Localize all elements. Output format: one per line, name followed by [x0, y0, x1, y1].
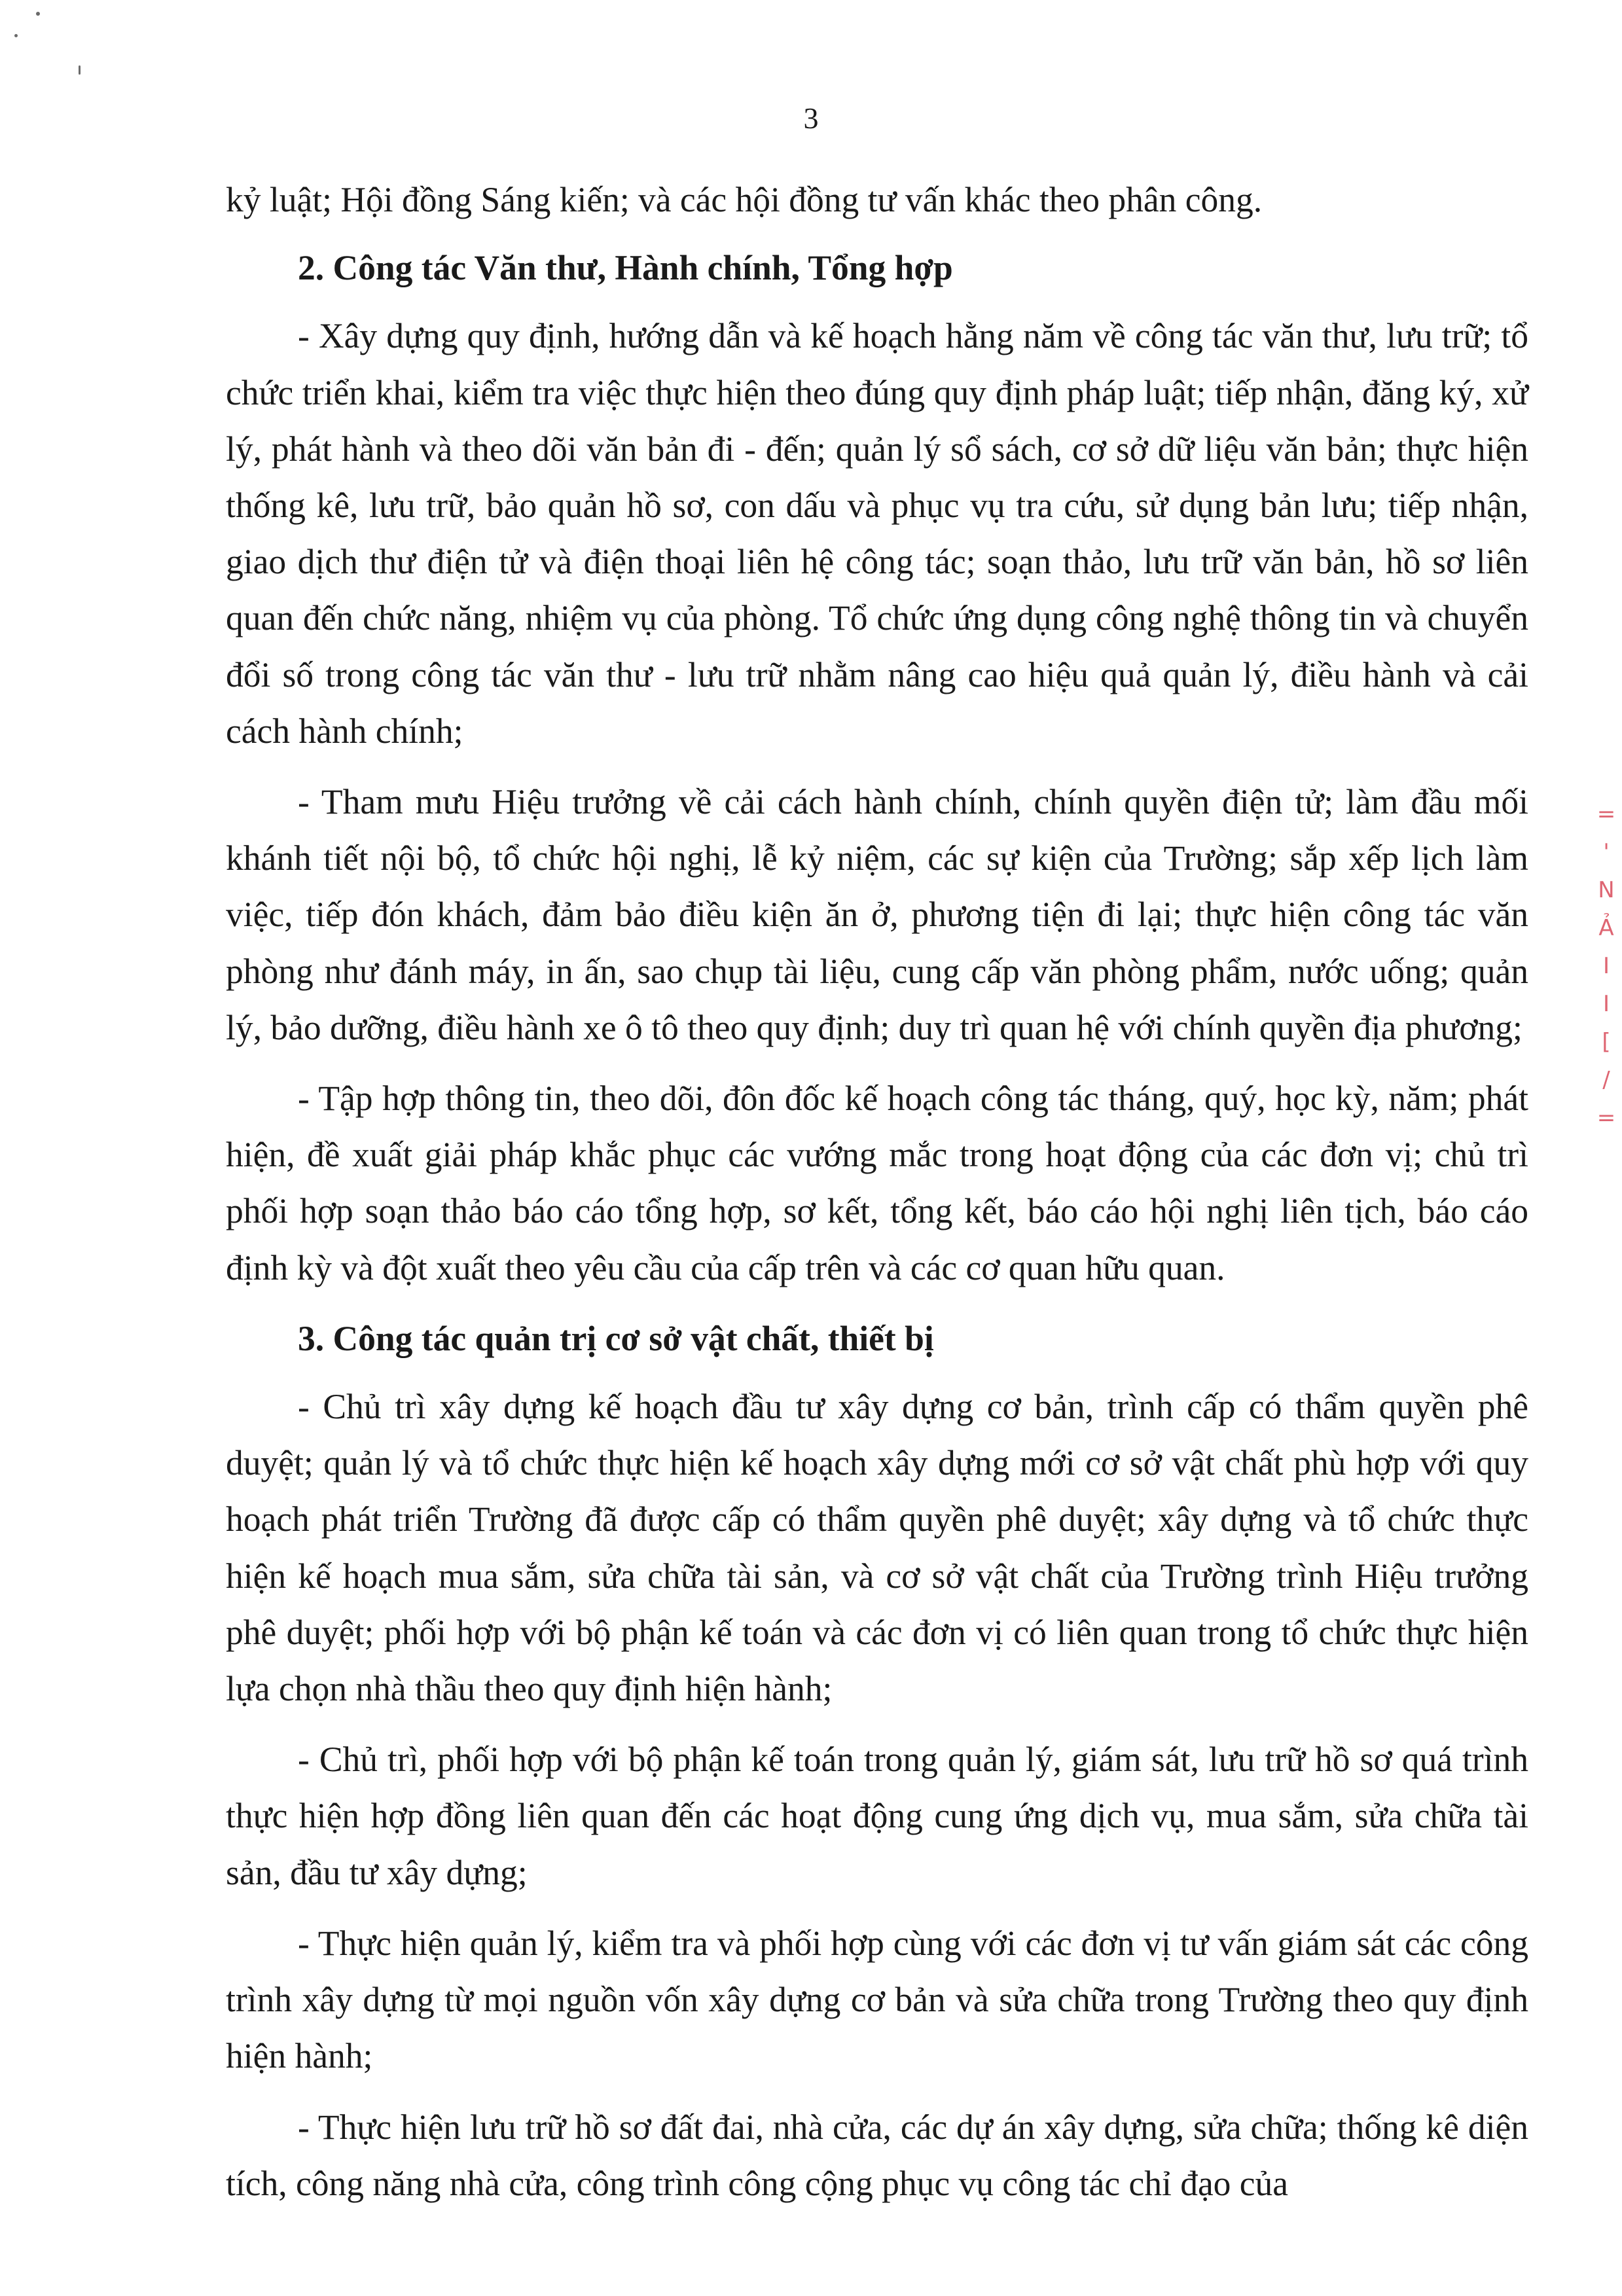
scan-speck — [79, 65, 81, 75]
body-paragraph: - Thực hiện lưu trữ hồ sơ đất đai, nhà cửa, các dự án xây dựng, sửa chữa; thống kê diện tích, công năng nhà cửa, công trình công cộng phục vụ công tác chỉ đạo của — [226, 2107, 1528, 2203]
stamp-glyph: [ — [1602, 1029, 1611, 1055]
body-paragraph: - Thực hiện quản lý, kiểm tra và phối hợp cùng với các đơn vị tư vấn giám sát các công trình xây dựng từ mọi nguồn vốn xây dựng cơ bản và sửa chữa trong Trường theo quy định hiện hành; — [226, 1923, 1528, 2076]
body-paragraph: - Chủ trì xây dựng kế hoạch đầu tư xây dựng cơ bản, trình cấp có thẩm quyền phê duyệt; quản lý và tổ chức thực hiện kế hoạch xây dựng mới cơ sở vật chất phù hợp với quy hoạch phát triển Trường đã được cấp có thẩm quyền phê duyệt; xây dựng và tổ chức thực hiện kế hoạch mua sắm, sửa chữa tài sản, và cơ sở vật chất của Trường trình Hiệu trưởng phê duyệt; phối hợp với bộ phận kế toán và các đơn vị có liên quan trong tổ chức thực hiện lựa chọn nhà thầu theo quy định hiện hành; — [226, 1387, 1528, 1709]
page-number: 3 — [803, 101, 819, 135]
stamp-glyph: = — [1596, 801, 1616, 827]
stamp-glyph: Ι — [1602, 991, 1610, 1017]
stamp-glyph: Ả — [1598, 915, 1614, 941]
stamp-glyph: Ι — [1602, 953, 1610, 979]
stamp-glyph: / — [1602, 1067, 1610, 1093]
stamp-glyph: ' — [1603, 839, 1610, 865]
stamp-glyph: N — [1598, 877, 1615, 903]
body-paragraph: - Tham mưu Hiệu trưởng về cải cách hành chính, chính quyền điện tử; làm đầu mối khánh tiết nội bộ, tổ chức hội nghị, lễ kỷ niệm, các sự kiện của Trường; sắp xếp lịch làm việc, tiếp đón khách, đảm bảo điều kiện ăn ở, phương tiện đi lại; thực hiện công tác văn phòng như đánh máy, in ấn, sao chụp tài liệu, cung cấp văn phòng phẩm, nước uống; quản lý, bảo dưỡng, điều hành xe ô tô theo quy định; duy trì quan hệ với chính quyền địa phương; — [226, 782, 1528, 1047]
body-paragraph: - Tập hợp thông tin, theo dõi, đôn đốc kế hoạch công tác tháng, quý, học kỳ, năm; phát hiện, đề xuất giải pháp khắc phục các vướng mắc trong hoạt động của các đơn vị; chủ trì phối hợp soạn thảo báo cáo tổng hợp, sơ kết, tổng kết, báo cáo hội nghị liên tịch, báo cáo định kỳ và đột xuất theo yêu cầu của cấp trên và các cơ quan hữu quan. — [226, 1079, 1528, 1287]
body-paragraph: - Chủ trì, phối hợp với bộ phận kế toán trong quản lý, giám sát, lưu trữ hồ sơ quá trình thực hiện hợp đồng liên quan đến các hoạt động cung ứng dịch vụ, mua sắm, sửa chữa tài sản, đầu tư xây dựng; — [226, 1740, 1528, 1892]
scan-speck — [36, 12, 40, 16]
section-heading: 2. Công tác Văn thư, Hành chính, Tổng hợp — [298, 248, 953, 288]
section-heading: 3. Công tác quản trị cơ sở vật chất, thiết bị — [298, 1318, 934, 1358]
body-paragraph: - Xây dựng quy định, hướng dẫn và kế hoạch hằng năm về công tác văn thư, lưu trữ; tổ chức triển khai, kiểm tra việc thực hiện theo đúng quy định pháp luật; tiếp nhận, đăng ký, xử lý, phát hành và theo dõi văn bản đi - đến; quản lý sổ sách, cơ sở dữ liệu văn bản; thực hiện thống kê, lưu trữ, bảo quản hồ sơ, con dấu và phục vụ tra cứu, sử dụng bản lưu; tiếp nhận, giao dịch thư điện tử và điện thoại liên hệ công tác; soạn thảo, lưu trữ văn bản, hồ sơ liên quan đến chức năng, nhiệm vụ của phòng. Tổ chức ứng dụng công nghệ thông tin và chuyển đổi số trong công tác văn thư - lưu trữ nhằm nâng cao hiệu quả quản lý, điều hành và cải cách hành chính; — [226, 316, 1528, 751]
continuation-paragraph: kỷ luật; Hội đồng Sáng kiến; và các hội đồng tư vấn khác theo phân công. — [226, 180, 1263, 219]
stamp-glyph: = — [1596, 1105, 1616, 1131]
scan-speck — [14, 34, 18, 37]
document-body — [226, 171, 1528, 2226]
margin-stamp-seal — [1591, 795, 1622, 1137]
